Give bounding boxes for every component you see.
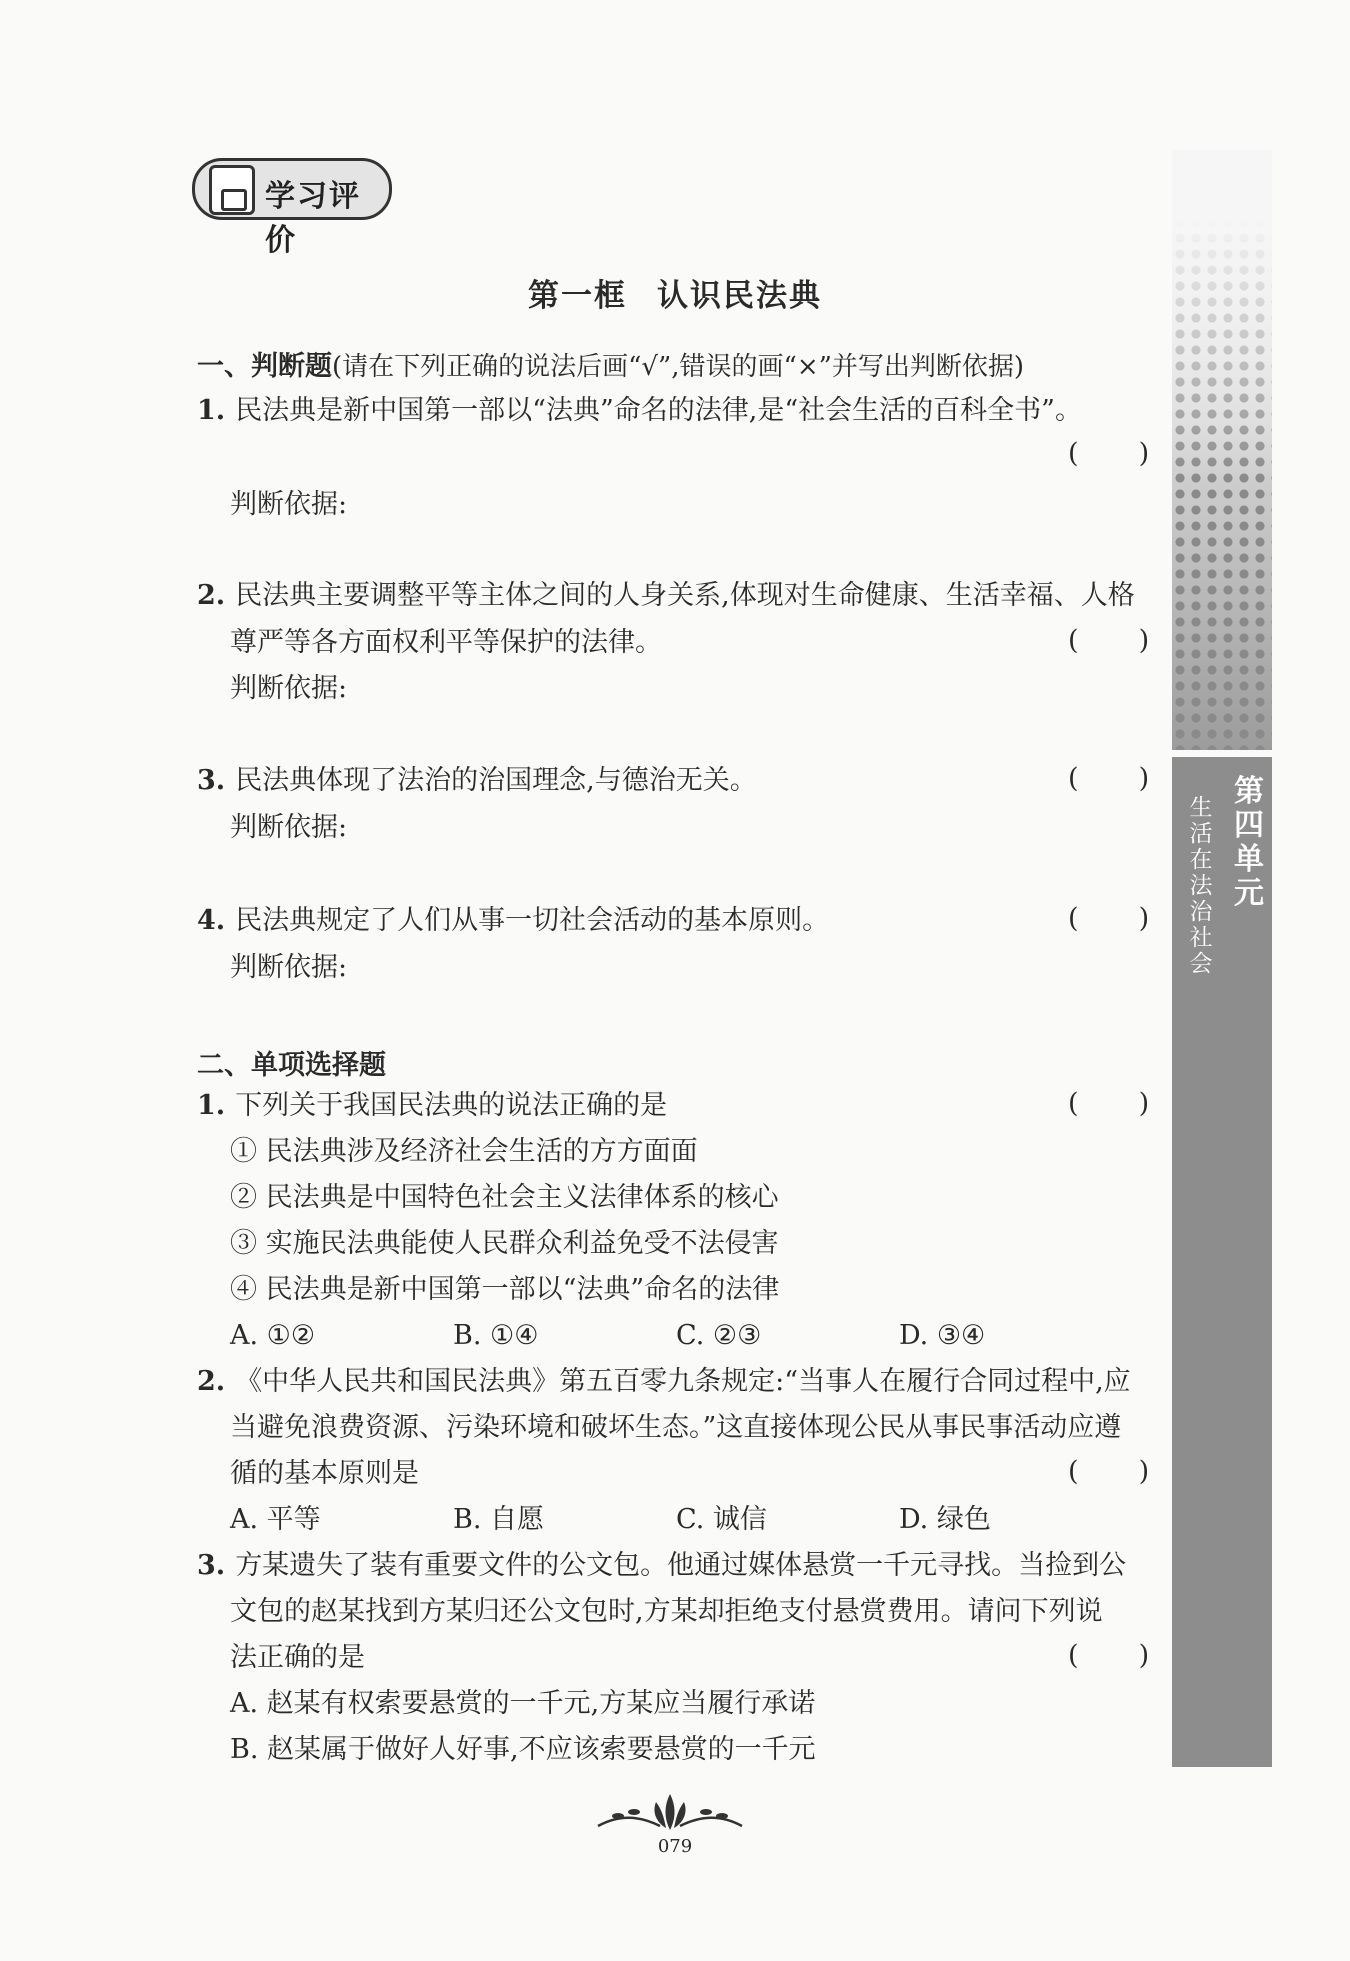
option-a[interactable]: A. ①② [230, 1320, 316, 1351]
answer-blank[interactable]: ( ) [1068, 1088, 1150, 1119]
answer-blank[interactable]: ( ) [1068, 1640, 1150, 1671]
option-a[interactable]: A. 赵某有权索要悬赏的一千元,方某应当履行承诺 [230, 1688, 816, 1719]
question-text: 民法典规定了人们从事一切社会活动的基本原则。 [235, 905, 830, 936]
question-text: 下列关于我国民法典的说法正确的是 [235, 1090, 668, 1121]
answer-blank[interactable]: ( ) [1068, 763, 1150, 794]
judge-q2-line2: 尊严等各方面权利平等保护的法律。 [230, 627, 662, 658]
question-number: 3. [197, 1550, 226, 1581]
judge-q4 [197, 903, 829, 939]
choice-q3 [197, 1548, 1126, 1584]
choice-q1 [197, 1088, 667, 1124]
question-number: 2. [197, 580, 226, 611]
option-d[interactable]: D. ③④ [899, 1320, 986, 1351]
badge-label: 学习评价 [265, 179, 361, 258]
basis-label: 判断依据: [230, 673, 348, 704]
page-title [0, 270, 1350, 315]
unit-subtitle: 生活在法治社会 [1189, 795, 1213, 977]
statement-item: ④ 民法典是新中国第一部以“法典”命名的法律 [230, 1274, 780, 1305]
question-text: 《中华人民共和国民法典》第五百零九条规定:“当事人在履行合同过程中,应 [235, 1366, 1131, 1397]
choice-q3-line3: 法正确的是 [230, 1642, 365, 1673]
answer-blank[interactable]: ( ) [1068, 625, 1150, 656]
option-b[interactable]: B. 自愿 [453, 1504, 545, 1535]
answer-blank[interactable]: ( ) [1068, 903, 1150, 934]
statement-item: ① 民法典涉及经济社会生活的方方面面 [230, 1136, 698, 1167]
section1-heading [197, 344, 1024, 383]
judge-q3 [197, 763, 757, 799]
option-b[interactable]: B. ①④ [453, 1320, 539, 1351]
question-number: 1. [197, 395, 226, 426]
judge-q2 [197, 578, 1135, 614]
basis-label: 判断依据: [230, 489, 348, 520]
option-c[interactable]: C. ②③ [676, 1320, 762, 1351]
question-text: 民法典体现了法治的治国理念,与德治无关。 [235, 765, 757, 796]
basis-label: 判断依据: [230, 812, 348, 843]
evaluation-icon [209, 165, 255, 215]
statement-item: ③ 实施民法典能使人民群众利益免受不法侵害 [230, 1228, 779, 1259]
question-number: 1. [197, 1090, 226, 1121]
question-text: 民法典主要调整平等主体之间的人身关系,体现对生命健康、生活幸福、人格 [235, 580, 1135, 611]
question-number: 3. [197, 765, 226, 796]
section1-heading-text: 一、判断题 [197, 351, 332, 382]
basis-label: 判断依据: [230, 952, 348, 983]
choice-q2 [197, 1364, 1131, 1400]
title-part1: 第一框 [528, 278, 627, 314]
judge-q1 [197, 393, 1082, 429]
answer-blank[interactable]: ( ) [1068, 1456, 1150, 1487]
choice-q2-line3: 循的基本原则是 [230, 1458, 419, 1489]
question-text: 民法典是新中国第一部以“法典”命名的法律,是“社会生活的百科全书”。 [235, 395, 1082, 426]
option-a[interactable]: A. 平等 [230, 1504, 321, 1535]
statement-item: ② 民法典是中国特色社会主义法律体系的核心 [230, 1182, 779, 1213]
choice-q2-line2: 当避免浪费资源、污染环境和破坏生态。”这直接体现公民从事民事活动应遵 [230, 1412, 1122, 1443]
choice-q3-line2: 文包的赵某找到方某归还公文包时,方某却拒绝支付悬赏费用。请问下列说 [230, 1596, 1103, 1627]
unit-label: 第四单元 [1234, 774, 1264, 911]
answer-blank[interactable]: ( ) [1068, 438, 1150, 469]
footer-ornament-icon [590, 1786, 750, 1836]
question-text: 方某遗失了装有重要文件的公文包。他通过媒体悬赏一千元寻找。当捡到公 [235, 1550, 1127, 1581]
option-b[interactable]: B. 赵某属于做好人好事,不应该索要悬赏的一千元 [230, 1734, 816, 1765]
section2-heading: 二、单项选择题 [197, 1050, 386, 1081]
section1-hint: (请在下列正确的说法后画“√”,错误的画“×”并写出判断依据) [332, 352, 1025, 382]
question-number: 4. [197, 905, 226, 936]
question-number: 2. [197, 1366, 226, 1397]
title-part2: 认识民法典 [657, 278, 822, 314]
option-d[interactable]: D. 绿色 [899, 1504, 991, 1535]
side-decoration-fade [1172, 150, 1272, 480]
page-number: 079 [657, 1836, 693, 1857]
option-c[interactable]: C. 诚信 [676, 1504, 767, 1535]
section-badge [192, 158, 392, 258]
